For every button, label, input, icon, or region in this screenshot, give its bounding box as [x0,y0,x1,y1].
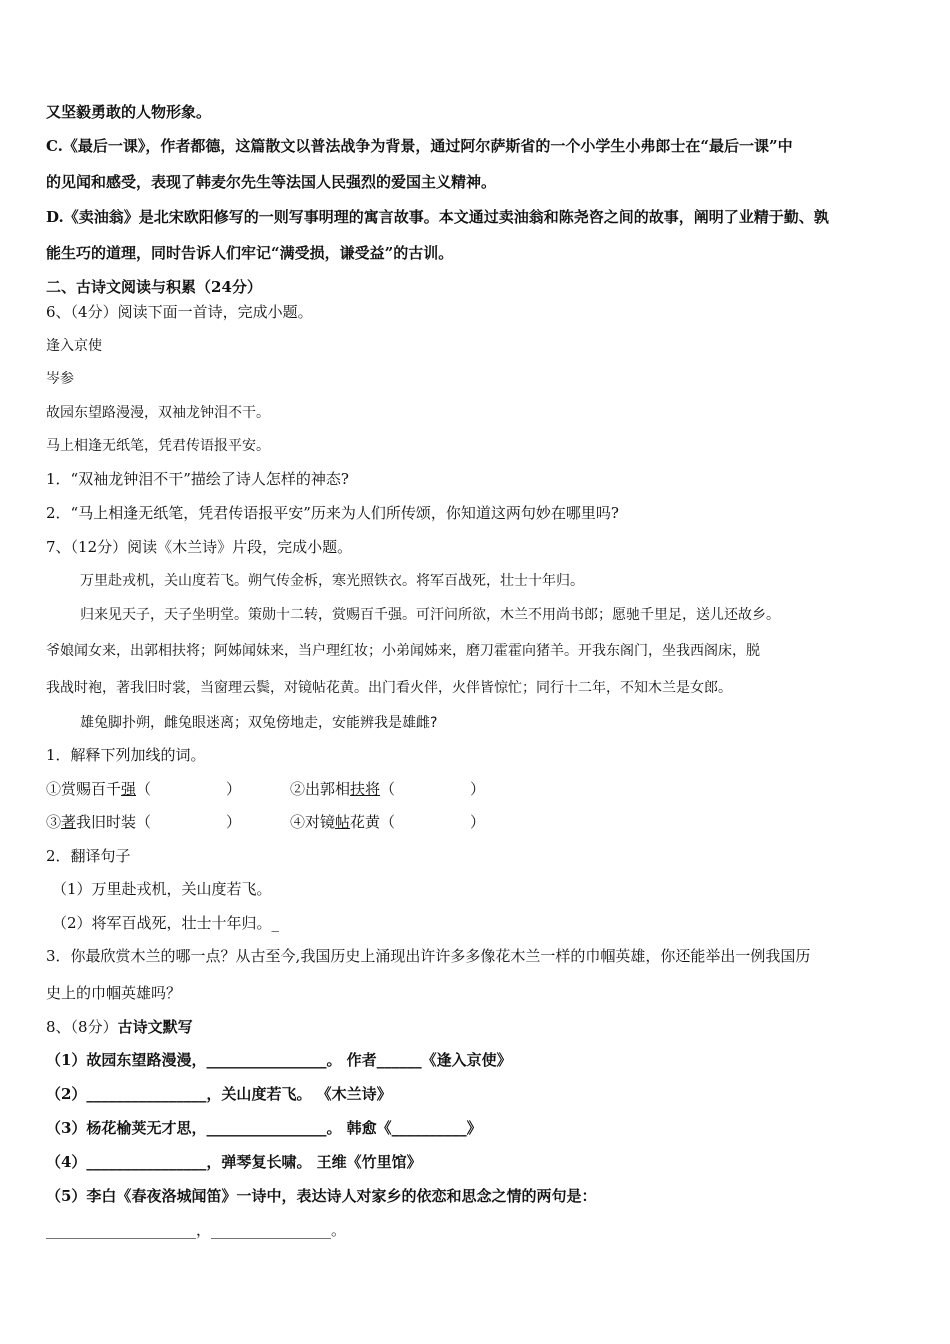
passage-p2-line1: 归来见天子，天子坐明堂。策勋十二转，赏赐百千强。可汗问所欲，木兰不用尚书郎；愿驰千里足，送儿还故乡。 [80,607,780,623]
translate-1: （1）万里赴戎机，关山度若飞。 [52,880,272,898]
q6-sub1: 1．“双袖龙钟泪不干”描绘了诗人怎样的神态? [46,470,349,488]
q7-sub2: 2．翻译句子 [46,847,131,865]
q7-sub3-line1: 3．你最欣赏木兰的哪一点？从古至今,我国历史上涌现出许许多多像花木兰一样的巾帼英雄，你还能举出一例我国历 [46,947,811,965]
q6-sub2: 2．“马上相逢无纸笔，凭君传语报平安”历来为人们所传颂，你知道这两句妙在哪里吗? [46,504,619,522]
passage-p1: 万里赴戎机，关山度若飞。朔气传金柝，寒光照铁衣。将军百战死，壮士十年归。 [80,573,584,589]
word-item-1: ①赏赐百千强（ ） [46,780,242,798]
q8-stem: 8、（8分）古诗文默写 [46,1018,193,1036]
poem-line-2: 马上相逢无纸笔，凭君传语报平安。 [46,438,270,454]
recite-2: （2）________________，关山度若飞。 《木兰诗》 [46,1085,392,1103]
translate-2: （2）将军百战死，壮士十年归。_ [52,914,280,932]
word-item-3: ③著我旧时装（ ） [46,813,242,831]
recite-5-blanks: ____________________，________________。 [46,1221,347,1239]
recite-4: （4）________________，弹琴复长啸。 王维《竹里馆》 [46,1153,422,1171]
option-b-tail: 又坚毅勇敢的人物形象。 [46,103,212,121]
recite-5: （5）李白《春夜洛城闻笛》一诗中，表达诗人对家乡的依恋和思念之情的两句是： [46,1187,597,1205]
recite-1: （1）故园东望路漫漫，________________。 作者______《逢入京使》 [46,1051,512,1069]
q7-sub1: 1．解释下列加线的词。 [46,746,206,764]
q6-stem: 6、（4分）阅读下面一首诗，完成小题。 [46,303,313,321]
passage-p2-line3: 我战时袍，著我旧时裳，当窗理云鬓，对镜帖花黄。出门看火伴，火伴皆惊忙；同行十二年，不知木兰是女郎。 [46,680,732,696]
poem-title: 逢入京使 [46,338,102,354]
q7-stem: 7、（12分）阅读《木兰诗》片段，完成小题。 [46,538,353,556]
word-item-2: ②出郭相扶将（ ） [290,780,486,798]
option-c-line1: C.《最后一课》，作者都德，这篇散文以普法战争为背景，通过阿尔萨斯省的一个小学生小弗郎士在“最后一课”中 [46,137,793,155]
option-c-line2: 的见闻和感受，表现了韩麦尔先生等法国人民强烈的爱国主义精神。 [46,173,497,191]
q7-sub3-line2: 史上的巾帼英雄吗？ [46,984,182,1002]
section-heading: 二、古诗文阅读与积累（24分） [46,278,262,296]
word-row-1 [46,779,906,799]
option-d-line1: D.《卖油翁》是北宋欧阳修写的一则写事明理的寓言故事。本文通过卖油翁和陈尧咨之间的故事，阐明了业精于勤、孰 [46,208,829,226]
passage-p2-line2: 爷娘闻女来，出郭相扶将；阿姊闻妹来，当户理红妆；小弟闻姊来，磨刀霍霍向猪羊。开我东阁门，坐我西阁床，脱 [46,643,760,659]
passage-p3: 雄兔脚扑朔，雌兔眼迷离；双兔傍地走，安能辨我是雄雌? [80,715,438,731]
recite-3: （3）杨花榆荚无才思，________________。 韩愈《__________》 [46,1119,482,1137]
option-d-line2: 能生巧的道理，同时告诉人们牢记“满受损，谦受益”的古训。 [46,244,454,262]
word-item-4: ④对镜帖花黄（ ） [290,813,486,831]
poem-author: 岑参 [46,371,74,387]
word-row-2 [46,812,906,832]
poem-line-1: 故园东望路漫漫，双袖龙钟泪不干。 [46,405,270,421]
